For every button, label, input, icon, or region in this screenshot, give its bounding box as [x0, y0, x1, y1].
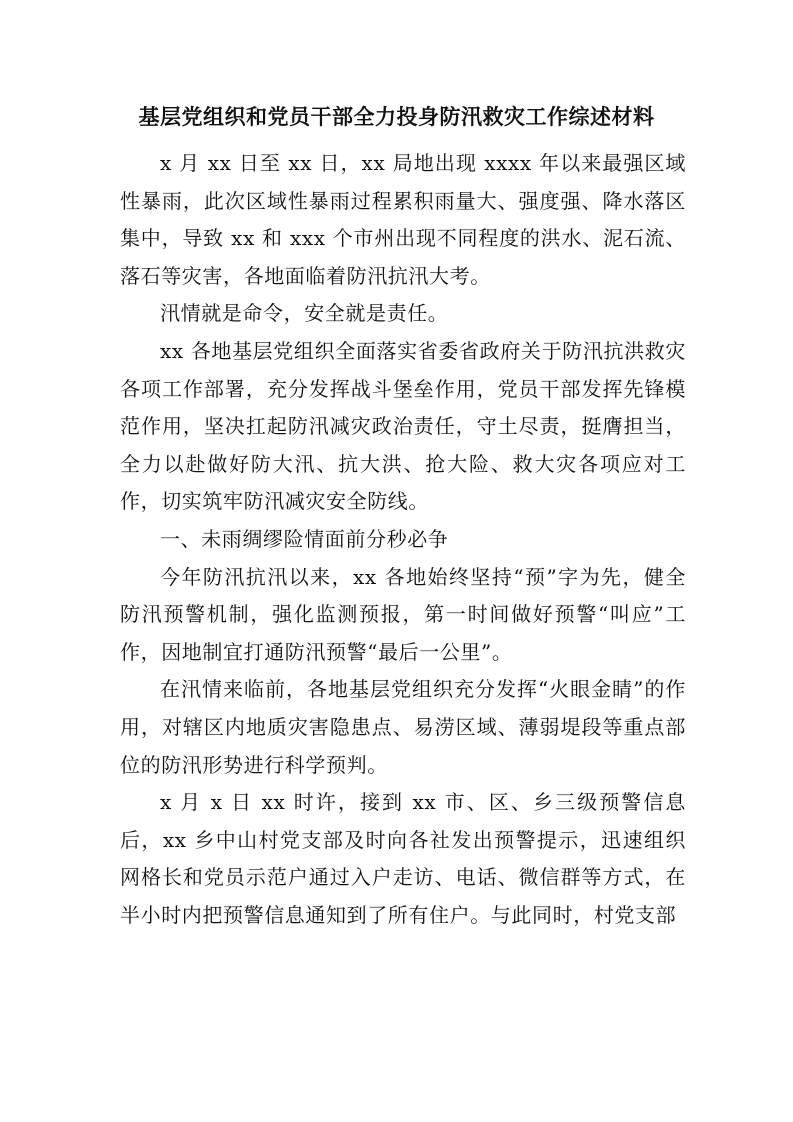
section-heading-1: 一、未雨绸缪险情面前分秒必争 — [160, 526, 449, 551]
paragraph-party-deployment: xx 各地基层党组织全面落实省委省政府关于防汛抗洪救灾各项工作部署，充分发挥战斗堡垒作用，党员干部发挥先锋模范作用，坚决扛起防汛减灾政治责任，守土尽责，挺膺担当，全力以赴做好防大汛、抗大洪、抢大险、救大灾各项应对工作，切实筑牢防汛减灾安全防线。 — [120, 338, 686, 514]
paragraph-rainstorm-overview: x 月 xx 日至 xx 日，xx 局地出现 xxxx 年以来最强区域性暴雨，此次区域性暴雨过程累积雨量大、强度强、降水落区集中，导致 xx 和 xxx 个市州出现不同程度的洪水、泥石流、落石等灾害，各地面临着防汛抗汛大考。 — [120, 151, 686, 288]
paragraph-risk-assessment: 在汛情来临前，各地基层党组织充分发挥“火眼金睛”的作用，对辖区内地质灾害隐患点、易涝区域、薄弱堤段等重点部位的防汛形势进行科学预判。 — [120, 677, 686, 777]
paragraph-early-warning: 今年防汛抗汛以来，xx 各地始终坚持“预”字为先，健全防汛预警机制，强化监测预报，第一时间做好预警“叫应”工作，因地制宜打通防汛预警“最后一公里”。 — [120, 564, 686, 664]
paragraph-village-notification: x 月 x 日 xx 时许，接到 xx 市、区、乡三级预警信息后，xx 乡中山村党支部及时向各社发出预警提示，迅速组织网格长和党员示范户通过入户走访、电话、微信群等方式，在半小时内把预警信息通知到了所有住户。与此同时，村党支部 — [120, 790, 686, 927]
document-title: 基层党组织和党员干部全力投身防汛救灾工作综述材料 — [138, 104, 655, 129]
document-body — [120, 145, 686, 934]
paragraph-flood-is-order: 汛情就是命令，安全就是责任。 — [160, 301, 449, 326]
